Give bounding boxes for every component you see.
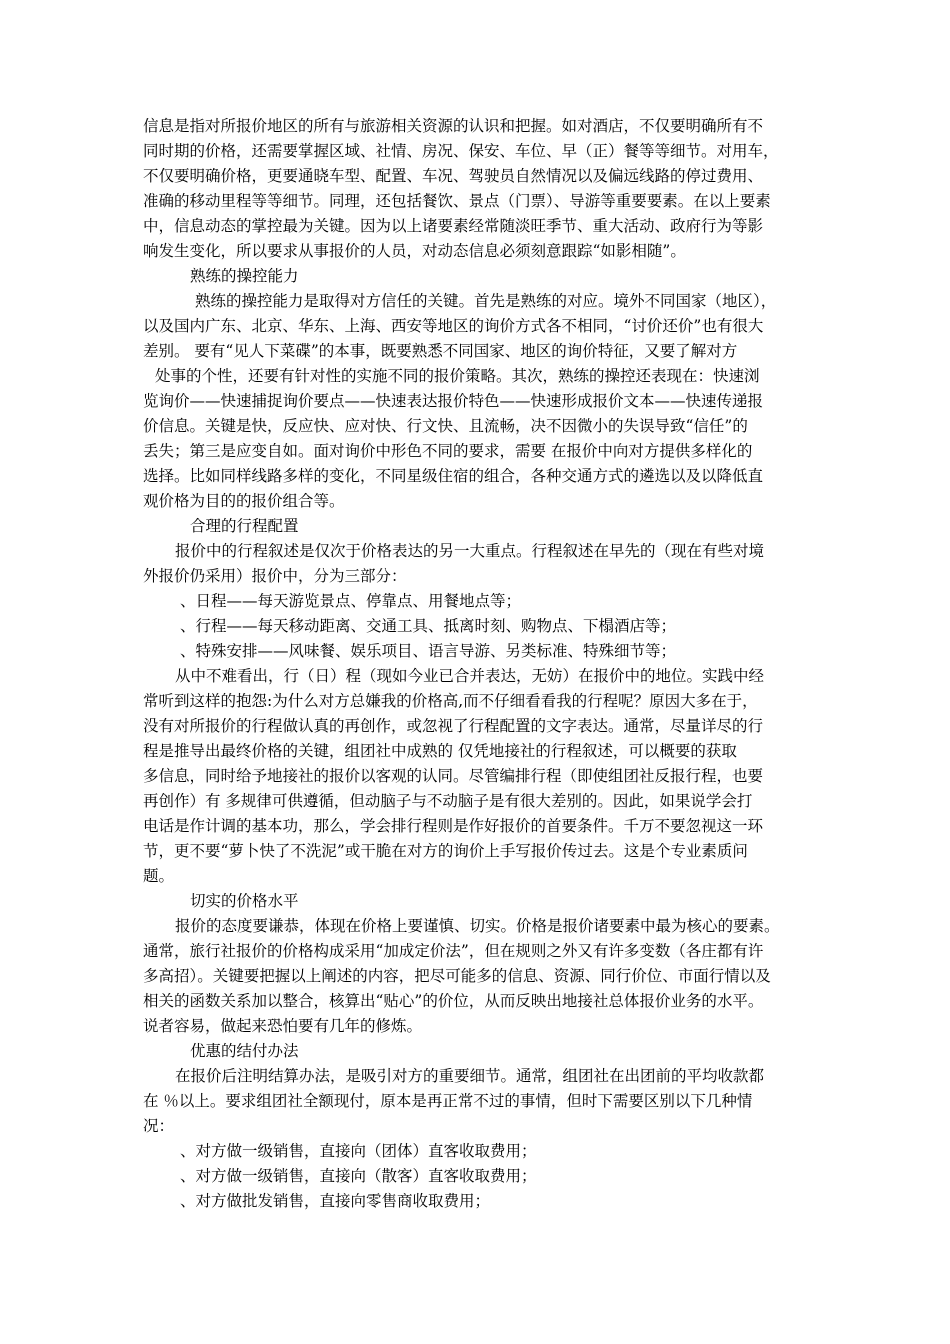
body-text-line: 节，更不要“萝卜快了不洗泥”或干脆在对方的询价上手写报价传过去。这是个专业素质问	[143, 842, 748, 860]
list-item: 、日程——每天游览景点、停靠点、用餐地点等；	[180, 592, 522, 610]
body-text-line: 选择。比如同样线路多样的变化，不同星级住宿的组合，各种交通方式的遴选以及以降低直	[143, 467, 764, 485]
body-text-line: 通常，旅行社报价的价格构成采用“加成定价法”，但在规则之外又有许多变数（各庄都有许	[143, 942, 764, 960]
body-text-line: 多高招）。关键要把握以上阐述的内容，把尽可能多的信息、资源、同行价位、市面行情以及	[143, 967, 771, 985]
body-text-line: 不仅要明确价格，更要通晓车型、配置、车况、驾驶员自然情况以及偏远线路的停过费用、	[143, 167, 764, 185]
body-text-line: 没有对所报价的行程做认真的再创作，或忽视了行程配置的文字表达。通常，尽量详尽的行	[143, 717, 764, 735]
body-text-line: 电话是作计调的基本功，那么，学会排行程则是作好报价的首要条件。千万不要忽视这一环	[143, 817, 764, 835]
body-text-line: 观价格为目的的报价组合等。	[143, 492, 345, 510]
list-item: 、对方做批发销售，直接向零售商收取费用；	[180, 1192, 491, 1210]
body-text-line: 响发生变化，所以要求从事报价的人员，对动态信息必须刻意跟踪“如影相随”。	[143, 242, 686, 260]
body-text-line: 常听到这样的抱怨:为什么对方总嫌我的价格高,而不仔细看看我的行程呢？原因大多在于，	[143, 692, 758, 710]
body-text-line: 信息是指对所报价地区的所有与旅游相关资源的认识和把握。如对酒店，不仅要明确所有不	[143, 117, 764, 135]
body-text-line: 相关的函数关系加以整合，核算出“贴心”的价位，从而反映出地接社总体报价业务的水平。	[143, 992, 764, 1010]
body-text-line: 熟练的操控能力是取得对方信任的关键。首先是熟练的对应。境外不同国家（地区），	[195, 292, 777, 310]
body-text-line: 览询价——快速捕捉询价要点——快速表达报价特色——快速形成报价文本——快速传递报	[143, 392, 764, 410]
body-text-line: 说者容易，做起来恐怕要有几年的修炼。	[143, 1017, 423, 1035]
body-text-line: 同时期的价格，还需要掌握区域、社情、房况、保安、车位、早（正）餐等等细节。对用车，	[143, 142, 779, 160]
body-text-line: 准确的移动里程等等细节。同理，还包括餐饮、景点（门票）、导游等重要要素。在以上要素	[143, 192, 771, 210]
body-text-line: 丢失；第三是应变自如。面对询价中形色不同的要求，需要 在报价中向对方提供多样化的	[143, 442, 753, 460]
section-heading: 优惠的结付办法	[190, 1042, 299, 1060]
list-item: 、特殊安排——风味餐、娱乐项目、语言导游、另类标准、特殊细节等；	[180, 642, 677, 660]
body-text-line: 报价的态度要谦恭，体现在价格上要谨慎、切实。价格是报价诸要素中最为核心的要素。	[175, 917, 780, 935]
body-text-line: 差别。 要有“见人下菜碟”的本事，既要熟悉不同国家、地区的询价特征，又要了解对方	[143, 342, 738, 360]
body-text-line: 中，信息动态的掌控最为关键。因为以上诸要素经常随淡旺季节、重大活动、政府行为等影	[143, 217, 764, 235]
list-item: 、行程——每天移动距离、交通工具、抵离时刻、购物点、下榻酒店等；	[180, 617, 677, 635]
body-text-line: 报价中的行程叙述是仅次于价格表达的另一大重点。行程叙述在早先的（现在有些对境	[175, 542, 765, 560]
body-text-line: 再创作）有 多规律可供遵循，但动脑子与不动脑子是有很大差别的。因此，如果说学会打	[143, 792, 753, 810]
section-heading: 熟练的操控能力	[190, 267, 299, 285]
body-text-line: 外报价仍采用）报价中，分为三部分：	[143, 567, 407, 585]
body-text-line: 多信息，同时给予地接社的报价以客观的认同。尽管编排行程（即使组团社反报行程，也要	[143, 767, 764, 785]
body-text-line: 在 ％以上。要求组团社全额现付，原本是再正常不过的事情，但时下需要区别以下几种情	[143, 1092, 753, 1110]
body-text-line: 程是推导出最终价格的关键，组团社中成熟的 仅凭地接社的行程叙述，可以概要的获取	[143, 742, 737, 760]
list-item: 、对方做一级销售，直接向（散客）直客收取费用；	[180, 1167, 537, 1185]
body-text-line: 从中不难看出，行（日）程（现如今业已合并表达，无妨）在报价中的地位。实践中经	[175, 667, 765, 685]
list-item: 、对方做一级销售，直接向（团体）直客收取费用；	[180, 1142, 537, 1160]
section-heading: 合理的行程配置	[190, 517, 299, 535]
body-text-line: 在报价后注明结算办法，是吸引对方的重要细节。通常，组团社在出团前的平均收款都	[175, 1067, 765, 1085]
body-text-line: 处事的个性，还要有针对性的实施不同的报价策略。其次，熟练的操控还表现在：快速浏	[155, 367, 760, 385]
section-heading: 切实的价格水平	[190, 892, 299, 910]
body-text-line: 况：	[143, 1117, 175, 1135]
body-text-line: 题。	[143, 867, 175, 885]
body-text-line: 以及国内广东、北京、华东、上海、西安等地区的询价方式各不相同，“讨价还价”也有很大	[143, 317, 764, 335]
body-text-line: 价信息。关键是快，反应快、应对快、行文快、且流畅，决不因微小的失误导致“信任”的	[143, 417, 748, 435]
